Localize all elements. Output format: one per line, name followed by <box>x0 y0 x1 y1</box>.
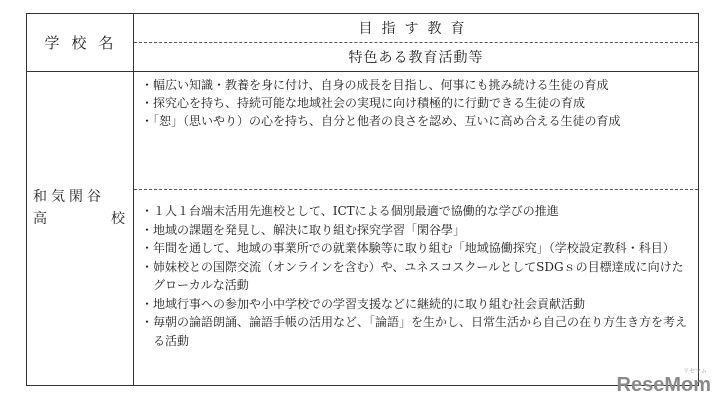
aim-header: 目指す教育 <box>358 21 474 37</box>
aims-list <box>141 76 687 130</box>
school-name-line2-b: 校 <box>111 211 125 227</box>
feature-item: ・毎朝の論語朗誦、論語手帳の活用など、「論語」を生かし、日常生活から自己の在り方生き方を考える活動 <box>141 315 688 348</box>
feature-header: 特色ある教育活動等 <box>348 50 484 66</box>
features-list <box>141 202 687 350</box>
resemom-logo <box>616 369 711 397</box>
education-table <box>26 13 699 386</box>
school-name-line1: 和気閑谷 <box>33 189 105 205</box>
school-name-line2-a: 高 <box>33 211 47 227</box>
feature-item: ・地域行事への参加や小中学校での学習支援などに継続的に取り組む社会貢献活動 <box>141 296 586 311</box>
resemom-logo-small: リセマム <box>683 369 707 375</box>
aim-item: ・幅広い知識・教養を身に付け、自身の成長を目指し、何事にも挑み続ける生徒の育成 <box>141 78 609 92</box>
feature-item: ・年間を通して、地域の事業所での就業体験等に取り組む「地域協働探究」（学校設定教科・科目） <box>141 241 675 255</box>
aim-item: ・探究心を持ち、持続可能な地域社会の実現に向け積極的に行動できる生徒の育成 <box>141 96 586 110</box>
header-divider <box>27 71 698 72</box>
resemom-logo-text: ReseMom <box>616 374 711 396</box>
feature-item: ・１人１台端末活用先進校として、ICTによる個別最適で協働的な学びの推進 <box>141 204 559 218</box>
aim-item: ・「恕」（思いやり）の心を持ち、自分と他者の良さを認め、互いに高め合える生徒の育成 <box>141 114 621 128</box>
school-name-line2 <box>33 208 127 230</box>
school-name-cell <box>33 186 127 230</box>
school-name-header: 学校名 <box>44 34 126 52</box>
body-dashed-divider <box>134 189 698 190</box>
feature-item: ・姉妹校との国際交流（オンラインを含む）や、ユネスコスクールとしてSDGｓの目標達成に向けたグローカルな活動 <box>141 259 684 292</box>
feature-item: ・地域の課題を発見し、解決に取り組む探究学習「閑谷學」 <box>141 222 466 237</box>
